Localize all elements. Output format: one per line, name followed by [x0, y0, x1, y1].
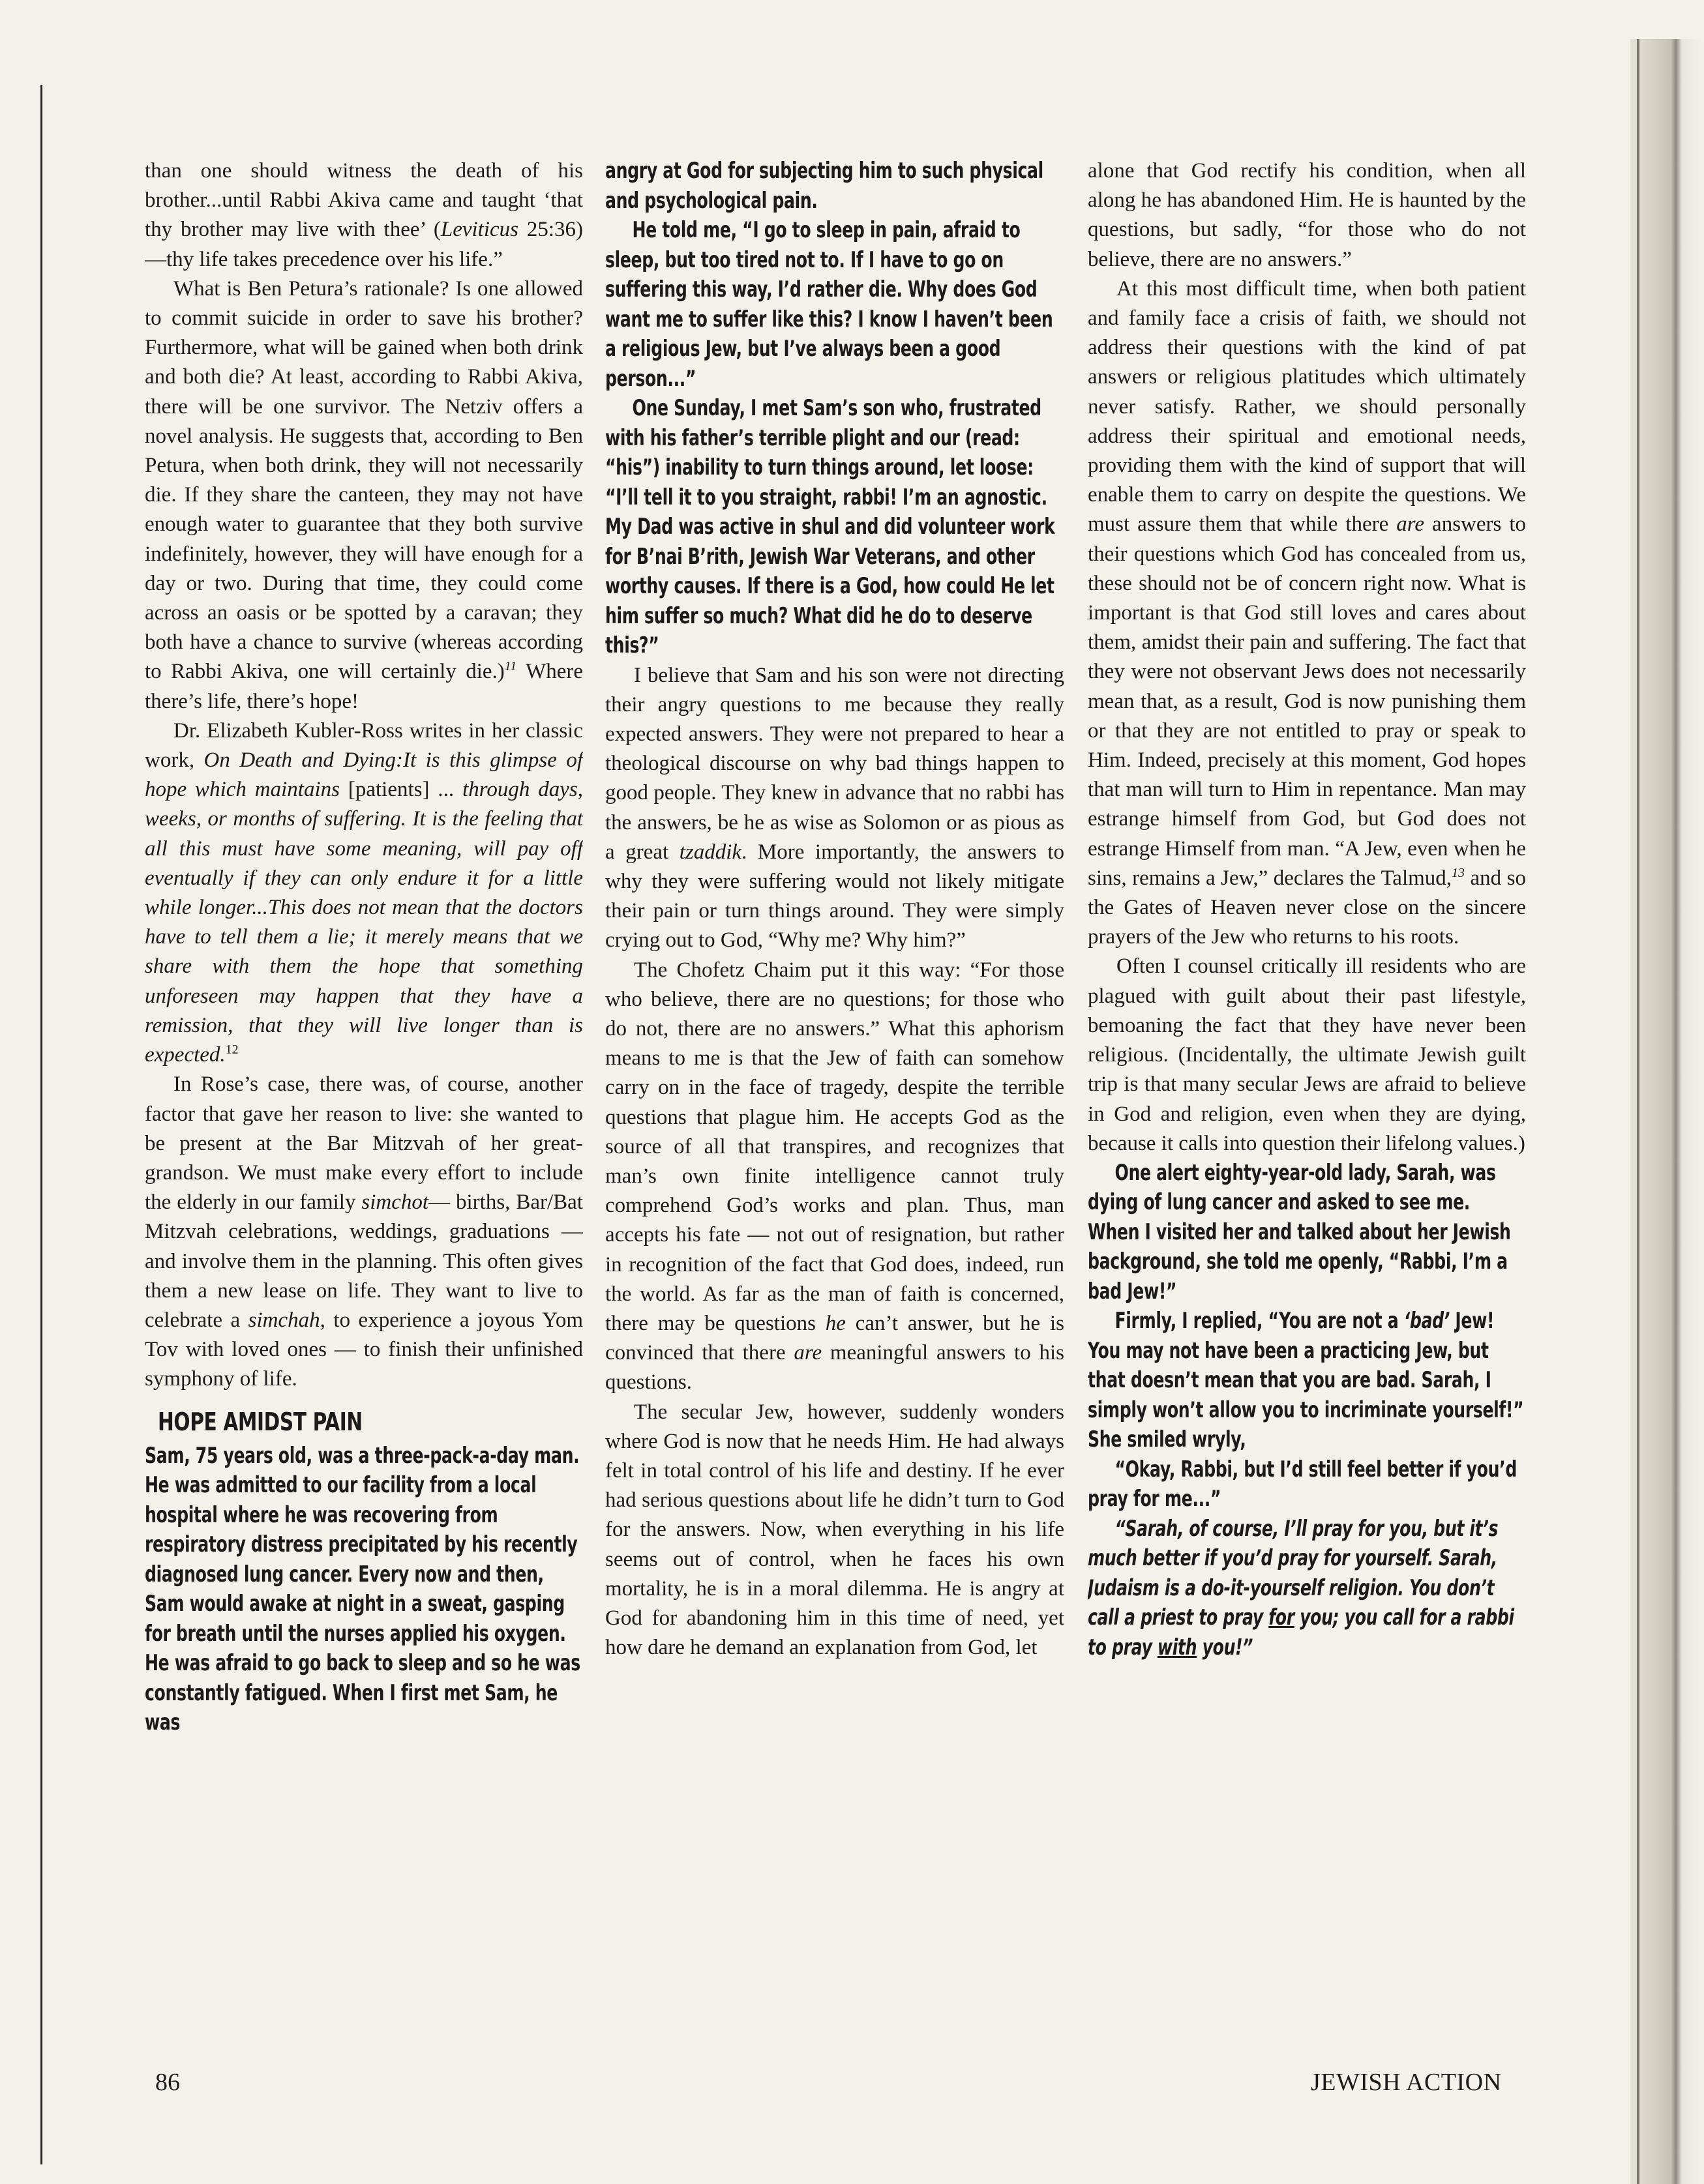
text-run: Jew! You may not have been a practicing Jew, but that doesn’t mean that you are bad. Sarah, I simply won’t allow you to incriminate yourself!” She smiled wryly,: [1088, 1308, 1524, 1453]
paragraph: [605, 956, 1064, 1398]
paragraph: One alert eighty-year-old lady, Sarah, was dying of lung cancer and asked to see me. When I visited her and talked about her Jewish background, she told me openly, “Rabbi, I’m a bad Jew!”: [1088, 1159, 1511, 1305]
text-run: 25:36)—thy life takes precedence over his life.”: [145, 218, 583, 271]
text-run: Where there’s life, there’s hope!: [145, 660, 583, 713]
paragraph: alone that God rectify his condition, when all along he has abandoned Him. He is haunted by the questions, but sadly, “for those who do not believe, there are no answers.”: [1088, 159, 1526, 271]
text-run: — births, Bar/Bat Mitzvah celebrations, weddings, graduations — and involve them in the planning. This often gives them a new lease on life. They want to live to celebrate a: [145, 1190, 583, 1332]
text-run: [patients] ...: [339, 778, 463, 802]
text-run: can’t answer, but he is convinced that there: [605, 1311, 1064, 1365]
footnote-ref: 13: [1452, 865, 1465, 880]
text-run: The Chofetz Chaim put it this way: “For those who believe, there are no questions; for those who do not, there are no answers.” What this aphorism means to me is that the Jew of faith can somehow carry on in the face of tragedy, despite the terrible questions that plague him. He accepts God as the source of all that transpires, and recognizes that man’s own finite intelligence cannot truly comprehend God’s works and plan. Thus, man accepts his fate — not out of resignation, but rather in recognition of the fact that God does, indeed, run the world. As far as the man of faith is concerned, there may be questions: [605, 958, 1064, 1335]
paragraph: The secular Jew, however, suddenly wonders where God is now that he needs Him. He had always felt in total control of his life and destiny. If he ever had serious questions about life he didn’t turn to God for the answers. Now, when everything in his life seems out of control, when he faces his own mortality, he is in a moral dilemma. He is angry at God for abandoning him in this time of need, yet how dare he demand an explanation from God, let: [605, 1400, 1064, 1660]
text-run: answers to their questions which God has concealed from us, these should not be of concern right now. What is important is that God still loves and cares about them, amidst their pain and suffering. The fact that they were not observant Jews does not necessarily mean that, as a result, God is now punishing them or that they are not entitled to pray or speak to Him. Indeed, precisely at this moment, God hopes that man will turn to Him in repentance. Man may estrange himself from God, but God does not estrange Himself from man. “A Jew, even when he sins, remains a Jew,” declares the Talmud,: [1088, 512, 1526, 890]
paragraph: [1088, 274, 1526, 952]
hebrew-term: simchot: [361, 1190, 429, 1215]
paragraph: “Okay, Rabbi, but I’d still feel better if you’d pray for me...”: [1088, 1456, 1517, 1513]
paragraph: [145, 274, 583, 716]
publication-name: JEWISH ACTION: [1311, 2069, 1502, 2096]
footnote-ref: 12: [225, 1042, 239, 1057]
paragraph: One Sunday, I met Sam’s son who, frustrated with his father’s terrible plight and our (read: “his”) inability to turn things around, let loose: “I’ll tell it to you straight, rabbi! I’m an agnostic. My Dad was active in shul and did volunteer work for B’nai B’rith, Jewish War Veterans, and other worthy causes. If there is a God, how could He let him suffer so much? What did he do to deserve this?”: [605, 395, 1055, 658]
underlined-word: with: [1157, 1634, 1197, 1660]
text-column-2: [605, 156, 1064, 2060]
paragraph: Often I counsel critically ill residents who are plagued with guilt about their past lifestyle, bemoaning the fact that they have never been religious. (Incidentally, the ultimate Jewish guilt trip is that many secular Jews are afraid to believe in God and religion, even when they are dying, because it calls into question their lifelong values.): [1088, 954, 1526, 1155]
text-run: . More importantly, the answers to why they were suffering would not likely mitigate their pain or turn things around. They were simply crying out to God, “Why me? Why him?”: [605, 840, 1064, 952]
underlined-word: for: [1268, 1604, 1294, 1631]
text-run: What is Ben Petura’s rationale? Is one allowed to commit suicide in order to save his brother? Furthermore, what will be gained when both drink and both die? At least, according to Rabbi Akiva, there will be one survivor. The Netziv offers a novel analysis. He suggests that, according to Ben Petura, when both drink, they will not necessarily die. If they share the canteen, they may not have enough water to guarantee that they both survive indefinitely, however, they will have enough for a day or two. During that time, they could come across an oasis or be spotted by a caravan; they both have a chance to survive (whereas according to Rabbi Akiva, one will certainly die.): [145, 276, 583, 684]
footnote-ref: 11: [504, 659, 517, 674]
text-run: you; you call for a rabbi to pray: [1088, 1604, 1514, 1660]
paragraph: He told me, “I go to sleep in pain, afraid to sleep, but too tired not to. If I have to go on suffering this way, I’d rather die. Why does God want me to suffer like this? I know I haven’t been a religious Jew, but I’ve always been a good person...”: [605, 217, 1053, 392]
emphasis: ‘bad’: [1403, 1308, 1450, 1335]
text-run: than one should witness the death of his brother...until Rabbi Akiva came and taught ‘that thy brother may live with thee’ (: [145, 159, 583, 242]
paragraph: [605, 661, 1064, 956]
quotation: through days, weeks, or months of suffering. It is the feeling that all this must have some meaning, will pay off eventually if they can only endure it for a little while longer...This does not mean that the doctors have to tell them a lie; it merely means that we share with them the hope that something unforeseen may happen that they have a remission, that they will live longer than is expected.: [145, 778, 583, 1067]
paragraph: [1088, 1306, 1525, 1455]
text-run: you!”: [1197, 1634, 1253, 1660]
section-heading: HOPE AMIDST PAIN: [158, 1407, 363, 1436]
text-run: I believe that Sam and his son were not directing their angry questions to me because they really expected answers. They were not prepared to hear a theological discourse on why bad things happen to good people. They knew in advance that no rabbi has the answers, be he as wise as Solomon or as pious as a great: [605, 663, 1064, 864]
hebrew-term: tzaddik: [679, 840, 742, 864]
paragraph: [1088, 1514, 1525, 1663]
paragraph: [145, 156, 583, 274]
book-title: On Death and Dying:It is this glimpse of hope which maintains: [145, 748, 583, 802]
emphasis: are: [794, 1341, 822, 1365]
citation: Leviticus: [440, 218, 519, 242]
paragraph: Sam, 75 years old, was a three-pack-a-day man. He was admitted to our facility from a local hospital where he was recovering from respiratory distress precipitated by his recently diagnosed lung cancer. Every now and then, Sam would awake at night in a sweat, gasping for breath until the nurses applied his oxygen. He was afraid to go back to sleep and so he was constantly fatigued. When I first met Sam, he was: [145, 1442, 580, 1736]
page-number: 86: [155, 2069, 180, 2096]
text-column-1: [145, 156, 583, 2060]
paragraph: [145, 716, 583, 1070]
text-run: Firmly, I replied, “You are not a: [1114, 1308, 1404, 1335]
binding-gutter: [1637, 39, 1639, 2184]
text-run: Dr. Elizabeth Kubler-Ross writes in her classic work,: [145, 718, 583, 773]
paragraph: [145, 1070, 583, 1394]
text-run: , to experience a joyous Yom Tov with loved ones — to finish their unfinished symphony of life.: [145, 1308, 583, 1391]
paragraph: angry at God for subjecting him to such physical and psychological pain.: [605, 158, 1043, 214]
facing-page-edge: [1630, 39, 1704, 2184]
emphasis: he: [825, 1311, 846, 1335]
text-run: At this most difficult time, when both patient and family face a crisis of faith, we should not address their questions with the kind of pat answers or religious platitudes which ultimately never satisfy. Rather, we should personally address their spiritual and emotional needs, providing them with the kind of support that will enable them to carry on despite the questions. We must assure them that while there: [1088, 276, 1526, 537]
text-run: meaningful answers to his questions.: [605, 1341, 1064, 1395]
text-run: and so the Gates of Heaven never close on the sincere prayers of the Jew who returns to his roots.: [1088, 866, 1526, 949]
text-run: In Rose’s case, there was, of course, another factor that gave her reason to live: she wanted to be present at the Bar Mitzvah of her great-grandson. We must make every effort to include the elderly in our family: [145, 1072, 583, 1215]
text-run: “Sarah, of course, I’ll pray for you, but it’s much better if you’d pray for yourself. Sarah, Judaism is a do-it-yourself religion. You don’t call a priest to pray: [1088, 1515, 1499, 1631]
text-column-3: [1088, 156, 1526, 2060]
page-left-rule: [40, 85, 42, 2164]
hebrew-term: simchah: [248, 1308, 320, 1332]
emphasis: are: [1396, 512, 1425, 537]
